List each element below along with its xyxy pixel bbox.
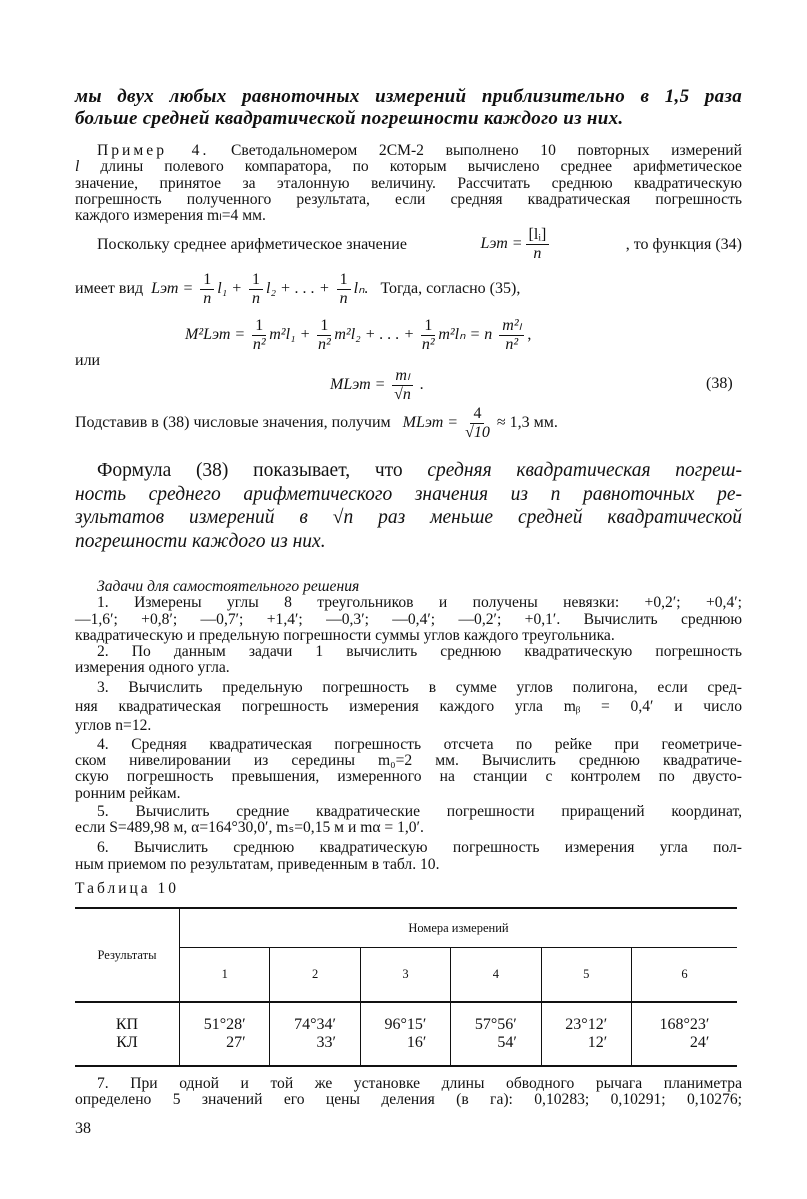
cell-kl: 33′: [316, 1034, 337, 1051]
term: m²l₂ + . . . +: [334, 326, 415, 344]
text: Поскольку среднее арифметическое значение: [97, 235, 407, 253]
text-line: 7. При одной и той же установке длины обводного рычага планиметра: [97, 1075, 742, 1092]
group-header: Номера измерений: [180, 908, 738, 948]
numerator: 1: [249, 271, 263, 290]
cell-kl: 54′: [497, 1034, 517, 1051]
denominator: n²: [505, 336, 519, 353]
label-kl: КЛ: [116, 1034, 138, 1051]
punct: .: [419, 376, 424, 394]
text-line: погрешности каждого из них.: [75, 530, 326, 552]
label-kp: КП: [115, 1016, 139, 1033]
text-line: няя квадратическая погрешность измерения каждого угла mᵦ = 0,4′ и число: [75, 698, 742, 716]
text-line: ском нивелировании из середины m₀=2 мм. Вычислить среднюю квадратиче-: [75, 751, 742, 769]
page-number: 38: [75, 1120, 91, 1137]
denominator: √10: [465, 424, 490, 441]
text-line: 4. Средняя квадратическая погрешность отсчета по рейке при геометриче-: [97, 735, 742, 753]
equation-number: (38): [706, 375, 733, 392]
formula-lhs: M²Lэт =: [185, 326, 246, 344]
term: l₂ + . . . +: [266, 280, 330, 298]
table-10: [75, 907, 737, 1067]
text-line: ным приемом по результатам, приведенным в табл. 10.: [75, 855, 440, 873]
text-line: 6. Вычислить среднюю квадратическую погрешность измерения угла пол-: [97, 839, 742, 857]
text: , то функция (34): [625, 235, 742, 253]
text: Тогда, согласно (35),: [380, 280, 521, 298]
text-line: зультатов измерений в √n раз меньше средней квадратической: [75, 507, 742, 528]
text-line: мы двух любых равноточных измерений приблизительно в 1,5 раза: [75, 86, 742, 107]
column-header: 4: [451, 948, 541, 1002]
text-line: определено 5 значений его цены деления (в га): 0,10283; 0,10291; 0,10276;: [75, 1091, 742, 1109]
cell-kl: 16′: [406, 1034, 427, 1051]
denominator: n: [533, 245, 542, 262]
text-line: длины полевого компаратора, по которым вычислено среднее арифметическое: [100, 158, 742, 176]
term: m²l₁ +: [269, 326, 311, 344]
column-header: 1: [180, 948, 270, 1002]
text: имеет вид: [75, 280, 144, 298]
column-header: 5: [541, 948, 631, 1002]
text: Формула (38) показывает, что: [97, 460, 428, 481]
formula-mean: [97, 226, 742, 263]
text-line: 5. Вычислить средние квадратические погрешности приращений координат,: [97, 802, 742, 820]
column-header: 2: [270, 948, 360, 1002]
math-var: l: [75, 158, 80, 176]
cell-kp: 51°28′: [203, 1016, 246, 1033]
text-line: скую погрешность превышения, измеренного на станции с контролем по двусто-: [75, 768, 742, 786]
row-header: Результаты: [75, 908, 180, 1002]
text-line: измерения одного угла.: [75, 659, 230, 677]
cell-kp: 23°12′: [565, 1016, 608, 1033]
column-header: 3: [360, 948, 450, 1002]
formula-lhs: Lэт =: [480, 235, 523, 253]
text-line: если S=489,98 м, α=164°30,0′, mₛ=0,15 м и mα = 1,0′.: [75, 819, 424, 837]
punct: ,: [527, 326, 532, 344]
intro-paragraph: [75, 86, 742, 130]
cell-kl: 24′: [689, 1034, 710, 1051]
numerator: 1: [337, 271, 351, 290]
task-7-paragraph: [75, 1076, 742, 1109]
text-line: значение, принятое за эталонную величину. Рассчитать среднюю квадратическую: [75, 174, 742, 192]
text-line: ронним рейкам.: [75, 784, 181, 802]
text-line: ность среднего арифметического значения из n равноточных ре-: [75, 483, 742, 505]
text: Подставив в (38) числовые значения, получим: [75, 414, 391, 432]
numerator: 1: [200, 271, 214, 290]
text-line: квадратическую и предельную погрешности суммы углов каждого треугольника.: [75, 626, 615, 644]
text-line: 1. Измерены углы 8 треугольников и получены невязки: +0,2′; +0,4′;: [97, 594, 742, 612]
numerator: 1: [421, 317, 435, 336]
denominator: n²: [317, 336, 331, 353]
numerator: 1: [252, 317, 266, 336]
numerator: m²ₗ: [499, 317, 524, 336]
text-line: Светодальномером 2СМ-2 выполнено 10 повторных измерений: [209, 142, 742, 159]
denominator: √n: [394, 386, 411, 403]
formula-lhs: MLэт =: [330, 376, 386, 394]
conclusion-paragraph: [75, 459, 742, 553]
formula-function: [75, 271, 520, 308]
numerator: [lᵢ]: [526, 226, 550, 245]
column-header: 6: [681, 967, 688, 982]
cell-kl: 12′: [587, 1034, 608, 1051]
text-line: погрешность полученного результата, если средняя квадратическая погрешность: [75, 190, 742, 208]
numerator: mₗ: [392, 367, 412, 386]
cell-kp: 74°34′: [294, 1016, 337, 1033]
text-line: —1,6′; +0,8′; —0,7′; +1,4′; —0,3′; —0,4′; —0,2′; +0,1′. Вычислить среднюю: [75, 610, 742, 628]
formula-lhs: MLэт =: [402, 414, 459, 432]
tasks-section: [75, 579, 742, 873]
denominator: n²: [421, 336, 435, 353]
tasks-heading: Задачи для самостоятельного решения: [97, 578, 360, 595]
text-line: углов n=12.: [75, 717, 152, 735]
formula-substitution: [75, 405, 558, 442]
text-line: больше средней квадратической погрешности каждого из них.: [75, 108, 624, 129]
cell-kl: 27′: [226, 1034, 246, 1051]
cell-kp: 57°56′: [474, 1016, 517, 1033]
formula-38: [330, 367, 424, 404]
denominator: n²: [252, 336, 266, 353]
term: lₙ.: [353, 280, 369, 298]
example-label: Пример 4.: [97, 142, 210, 159]
table-title: Таблица 10: [75, 880, 180, 897]
denominator: n: [252, 290, 261, 307]
formula-variance: [185, 317, 531, 354]
cell-kp: 96°15′: [384, 1016, 427, 1033]
text: средняя квадратическая погреш-: [427, 460, 742, 481]
numerator: 4: [470, 405, 484, 424]
table-row: [75, 1002, 737, 1066]
text: ≈ 1,3 мм.: [496, 414, 558, 432]
denominator: n: [339, 290, 348, 307]
text-line: каждого измерения mₗ=4 мм.: [75, 207, 266, 225]
term: m²lₙ = n: [438, 326, 493, 344]
text-or: или: [75, 352, 101, 369]
cell-kp: 168°23′: [659, 1016, 710, 1033]
formula-lhs: Lэт =: [151, 280, 194, 298]
text-line: 2. По данным задачи 1 вычислить среднюю квадратическую погрешность: [97, 643, 742, 661]
text-line: 3. Вычислить предельную погрешность в сумме углов полигона, если сред-: [97, 678, 742, 696]
denominator: n: [203, 290, 212, 307]
example-4-paragraph: [75, 143, 742, 224]
numerator: 1: [317, 317, 331, 336]
term: l₁ +: [217, 280, 243, 298]
